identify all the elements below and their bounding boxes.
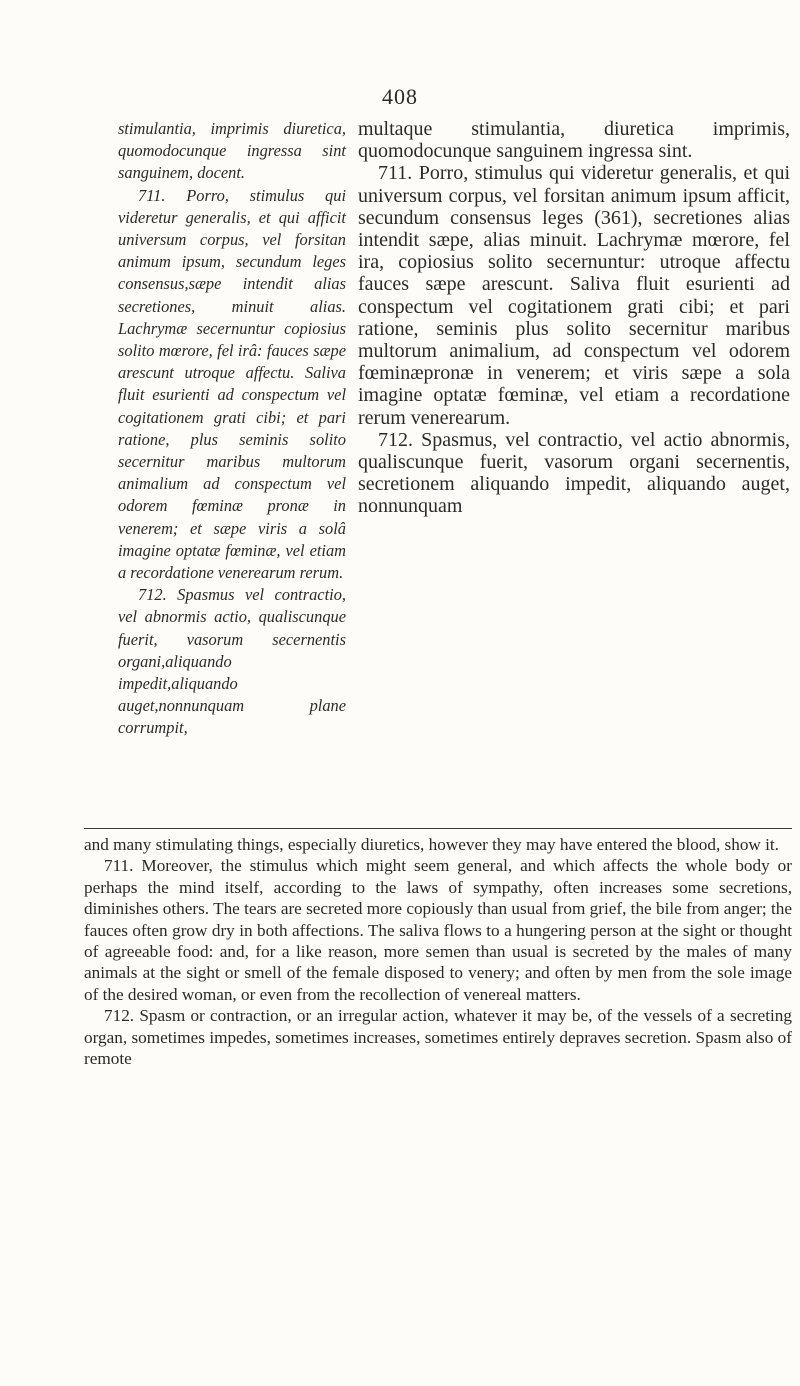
page-number: 408	[382, 84, 418, 109]
column-divider-rule	[84, 828, 792, 829]
latin-notes-column	[118, 118, 346, 740]
latin-text-column	[358, 118, 790, 518]
translation-paragraph-711: 711. Moreover, the stimulus which might seem general, and which affects the whole body or perhaps the mind itself, according to the laws of sympathy, often increases some secretions, diminishes others. The tears are secreted more copiously than usual from grief, the bile from anger; the fauces often grow dry in both affections. The saliva flows to a hungering person at the sight or thought of agreeable food: and, for a like reason, more semen than usual is secreted by the males of many animals at the sight or smell of the female disposed to venery; and often by men from the sole image of the desired woman, or even from the recollection of venereal matters.	[84, 856, 792, 1004]
latin-notes-paragraph-712: 712. Spasmus vel contractio, vel abnormis actio, qualiscunque fuerit, vasorum secernentis organi,aliquando impedit,aliquando auget,nonnunquam plane corrumpit,	[118, 585, 346, 738]
latin-text-paragraph-712: 712. Spasmus, vel contractio, vel actio abnormis, qualiscunque fuerit, vasorum organi secernentis, secretionem aliquando impedit, aliquando auget, nonnunquam	[358, 428, 790, 518]
translation-paragraph-1: and many stimulating things, especially diuretics, however they may have entered the blood, show it.	[84, 835, 779, 854]
latin-text-paragraph-711: 711. Porro, stimulus qui videretur generalis, et qui universum corpus, vel forsitan animum ipsum afficit, secundum consensus leges (361), secretiones alias intendit sæpe, alias minuit. Lachrymæ mœrore, fel ira, copiosius solito secernuntur: utroque affectu fauces sæpe arescunt. Saliva fluit esurienti ad conspectum vel cogitationem grati cibi; et pari ratione, seminis plus solito secernitur maribus multorum animalium, ad conspectum vel odorem fœminæpronæ in venerem; et viris sæpe a sola imagine optatæ fœminæ, vel etiam a recordatione rerum venerearum.	[358, 162, 790, 429]
english-translation	[84, 834, 792, 1069]
translation-paragraph-712: 712. Spasm or contraction, or an irregular action, whatever it may be, of the vessels of a secreting organ, sometimes impedes, sometimes increases, sometimes entirely depraves secretion. Spasm also of remote	[84, 1006, 792, 1069]
latin-notes-paragraph-1: stimulantia, imprimis diuretica, quomodocunque ingressa sint sanguinem, docent.	[118, 119, 346, 183]
latin-notes-paragraph-711: 711. Porro, stimulus qui videretur generalis, et qui afficit universum corpus, vel forsitan animum ipsum, secundum leges consensus,sæpe intendit alias secretiones, minuit alias. Lachrymæ secernuntur copiosius solito mœrore, fel irâ: fauces sæpe arescunt utroque affectu. Saliva fluit esurienti ad conspectum vel cogitationem grati cibi; et pari ratione, plus seminis solito secernitur maribus multorum animalium ad conspectum vel odorem fœminæ pronæ in venerem; et sæpe viris a solâ imagine optatæ fœminæ, vel etiam a recordatione venerearum rerum.	[118, 185, 346, 583]
latin-text-paragraph-1: multaque stimulantia, diuretica imprimis, quomodocunque sanguinem ingressa sint.	[358, 118, 790, 163]
